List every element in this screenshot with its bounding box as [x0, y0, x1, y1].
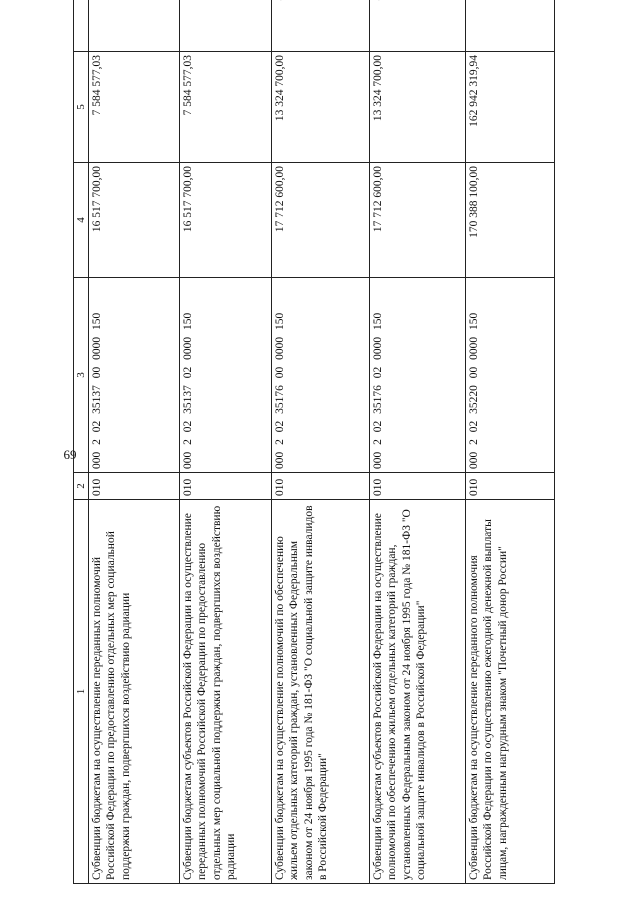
row-budget-code: 000 2 02 35176 00 0000 150 [272, 278, 370, 473]
row-admin-code: 010 [466, 473, 555, 500]
header-col-5: 5 [74, 52, 89, 163]
table-header-row [74, 0, 89, 884]
row-admin-code: 010 [89, 473, 180, 500]
row-col5-value: 162 942 319,94 [466, 52, 555, 163]
row-col5-value: 13 324 700,00 [272, 52, 370, 163]
row-col4-value: 17 712 600,00 [370, 163, 466, 278]
table-row [370, 0, 466, 884]
row-col6-value [89, 0, 180, 52]
row-name: Субвенции бюджетам субъектов Российской Федерации на осуществление переданных полномочий Российской Федерации по предоставлению отдельных мер социальной поддержки граждан, подвергшихся воздействию радиации [180, 500, 272, 884]
row-budget-code: 000 2 02 35176 02 0000 150 [370, 278, 466, 473]
row-name: Субвенции бюджетам на осуществление переданного полномочия Российской Федерации по осуществлению ежегодной денежной выплаты лицам, награжденным нагрудным знаком "Почетный донор России" [466, 500, 555, 884]
row-name: Субвенции бюджетам на осуществление полномочий по обеспечению жильем отдельных категорий граждан, установленных Федеральным законом от 24 ноября 1995 года № 181-ФЗ "О социальной защите инвалидов в Российской Федерации" [272, 500, 370, 884]
header-col-1: 1 [74, 500, 89, 884]
row-admin-code: 010 [180, 473, 272, 500]
table-row [466, 0, 555, 884]
row-col4-value: 16 517 700,00 [180, 163, 272, 278]
row-budget-code: 000 2 02 35220 00 0000 150 [466, 278, 555, 473]
row-name: Субвенции бюджетам на осуществление переданных полномочий Российской Федерации по предоставлению отдельных мер социальной поддержки граждан, подвергшихся воздействию радиации [89, 500, 180, 884]
row-admin-code: 010 [272, 473, 370, 500]
row-name: Субвенции бюджетам субъектов Российской Федерации на осуществление полномочий по обеспечению жильем отдельных категорий граждан, установленных Федеральным законом от 24 ноября 1995 года № 181-ФЗ "О социальной защите инвалидов в Российской Федерации" [370, 500, 466, 884]
row-col4-value: 17 712 600,00 [272, 163, 370, 278]
budget-table [73, 0, 555, 884]
header-col-4: 4 [74, 163, 89, 278]
rotated-table-container [73, 55, 553, 884]
row-col6-value [370, 0, 466, 52]
row-admin-code: 010 [370, 473, 466, 500]
page-number: 69 [63, 447, 77, 462]
row-col5-value: 7 584 577,03 [89, 52, 180, 163]
row-col5-value: 7 584 577,03 [180, 52, 272, 163]
header-col-6 [74, 0, 89, 52]
row-budget-code: 000 2 02 35137 00 0000 150 [89, 278, 180, 473]
table-row [180, 0, 272, 884]
header-col-2: 2 [74, 473, 89, 500]
row-col6-value [272, 0, 370, 52]
table-row [89, 0, 180, 884]
row-budget-code: 000 2 02 35137 02 0000 150 [180, 278, 272, 473]
row-col6-value [466, 0, 555, 52]
row-col5-value: 13 324 700,00 [370, 52, 466, 163]
header-col-3: 3 [74, 278, 89, 473]
row-col4-value: 16 517 700,00 [89, 163, 180, 278]
row-col4-value: 170 388 100,00 [466, 163, 555, 278]
table-row [272, 0, 370, 884]
row-col6-value [180, 0, 272, 52]
